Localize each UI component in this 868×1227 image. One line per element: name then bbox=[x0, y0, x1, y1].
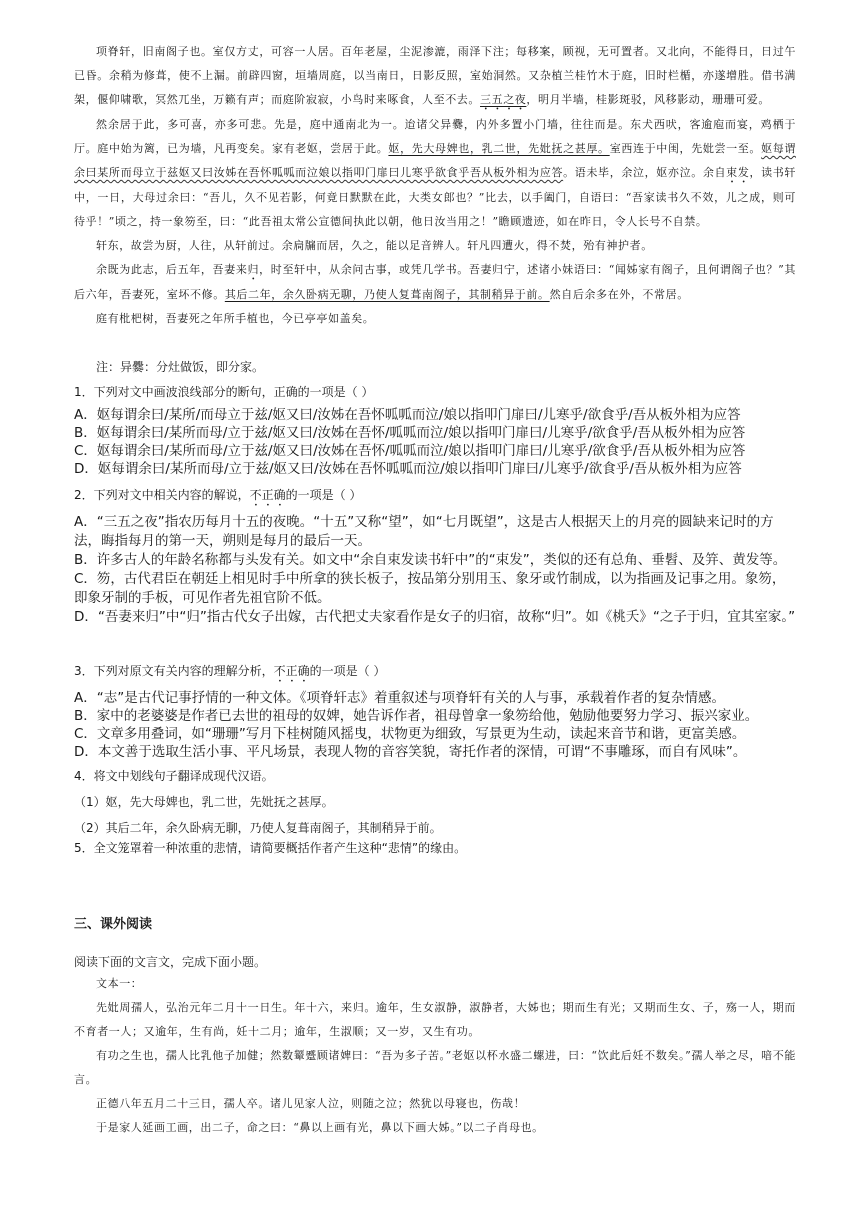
section-heading: 三、课外阅读 bbox=[74, 917, 153, 932]
option-a: A．“志”是古代记事抒情的一种文体。《项脊轩志》着重叙述与项脊轩有关的人与事，承载着作者的复杂情感。 bbox=[74, 690, 725, 706]
passage-text: 然余居于此，多可喜，亦多可悲。先是，庭中通南北为一。迨诸父异爨，内外多置小门墙，往往而是。东犬西吠，客逾庖而宴，鸡栖于厅。庭中始为篱，已为墙，凡再变矣。家有老妪，尝居于此。 bbox=[74, 118, 796, 155]
passage bbox=[74, 40, 796, 331]
stem-text: 的一项是（ ） bbox=[309, 664, 386, 678]
text-one-paragraph: 正德八年五月二十三日，孺人卒。诸儿见家人泣，则随之泣；然犹以母寝也，伤哉！ bbox=[96, 1097, 526, 1110]
translation-item-1: （1）妪，先大母婢也，乳二世，先妣抚之甚厚。 bbox=[74, 795, 334, 809]
passage-text: ，读书轩中，一日，大母过余曰：“吾儿，久不见若影，何竟日默默在此，大类女郎也？”比去，以手阖门，自语曰：“吾家读书久不效，儿之成，则可待乎！”顷之，持一象笏至，曰：“此吾祖太常公宣德间执此以朝，他日汝当用之！”瞻顾遗迹，如在昨日，令人长号不自禁。 bbox=[74, 166, 797, 228]
passage-text: 余既为此志，后五年，吾妻来 bbox=[96, 263, 248, 276]
option-b: B．家中的老婆婆是作者已去世的祖母的奴婢，她告诉作者，祖母曾拿一象笏给他，勉励他要努力学习、振兴家业。 bbox=[74, 708, 759, 724]
text-one-paragraph: 有功之生也，孺人比乳他子加健；然数颦蹙顾诸婢曰：“吾为多子苦。”老妪以杯水盛二螺进，曰：“饮此后妊不数矣。”孺人举之尽，喑不能言。 bbox=[74, 1049, 796, 1086]
marked-phrase: 三五之夜 bbox=[480, 93, 527, 106]
passage-text: 室西连于中闺，先妣尝一至。 bbox=[609, 142, 762, 155]
option-d: D．妪每谓余曰/某所而母/立于兹/妪又曰/汝姊在吾怀呱呱而泣/娘以指叩门扉曰/儿寒乎/欲食乎/吾从板外相为应答 bbox=[74, 461, 742, 477]
passage-paragraph-4 bbox=[74, 258, 796, 307]
annotation bbox=[74, 357, 796, 377]
option-c: C．笏，古代君臣在朝廷上相见时手中所拿的狭长板子，按品第分别用玉、象牙或竹制成，以为指画及记事之用。象笏，即象牙制的手板，可见作者先祖官阶不低。 bbox=[74, 571, 786, 606]
section-3-lead bbox=[74, 952, 796, 972]
option-b: B．妪每谓余曰/某所而母/立于兹/妪又曰/汝姊在吾怀/呱呱而泣/娘以指叩门扉曰/儿寒乎/欲食乎/吾从板外相为应答 bbox=[74, 425, 746, 441]
reading-instruction: 阅读下面的文言文，完成下面小题。 bbox=[74, 955, 267, 969]
question-stem bbox=[74, 485, 796, 509]
question-stem bbox=[74, 661, 796, 685]
passage-text: 。语未毕，余泣，妪亦泣。余自 bbox=[563, 166, 727, 179]
question-3 bbox=[74, 661, 796, 761]
option-b: B．许多古人的年龄名称都与头发有关。如文中“余自束发读书轩中”的“束发”，类似的还有总角、垂髫、及笄、黄发等。 bbox=[74, 552, 787, 568]
text-one-paragraph: 于是家人延画工画，出二子，命之曰：“鼻以上画有光，鼻以下画大姊。”以二子肖母也。 bbox=[96, 1121, 544, 1134]
underlined-sentence-1: 妪，先大母婢也，乳二世，先妣抚之甚厚。 bbox=[388, 142, 610, 155]
passage-text: ，时至轩中，从余问古事，或凭几学书。吾妻归宁，述诸小妹语曰：“闻姊家有阁子，且何谓阁子也？”其后六年，吾妻死，室坏不修。 bbox=[74, 263, 796, 301]
marked-phrase: 束发 bbox=[726, 166, 750, 179]
question-4 bbox=[74, 766, 796, 838]
passage-paragraph-5: 庭有枇杷树，吾妻死之年所手植也，今已亭亭如盖矣。 bbox=[96, 312, 375, 325]
wavy-underlined-sentence: 妪每谓余曰某所而母立于兹妪又曰汝姊在吾怀呱呱而泣娘以指叩门扉曰儿寒乎欲食乎吾从板外相为应答 bbox=[74, 142, 796, 179]
question-stem: 4．将文中划线句子翻译成现代汉语。 bbox=[74, 769, 274, 783]
passage-paragraph-1 bbox=[74, 40, 796, 113]
question-stem: 5．全文笼罩着一种浓重的悲情，请简要概括作者产生这种“悲情”的缘由。 bbox=[74, 841, 467, 855]
stem-emphasis: 不正确 bbox=[249, 488, 286, 502]
question-stem: 1．下列对文中画波浪线部分的断句，正确的一项是（ ） bbox=[74, 385, 374, 399]
translation-item-2: （2）其后二年，余久卧病无聊，乃使人复葺南阁子，其制稍异于前。 bbox=[74, 821, 442, 835]
question-1 bbox=[74, 382, 796, 478]
passage-text: 然自后余多在外，不常居。 bbox=[549, 288, 689, 301]
option-d: D．本文善于选取生活小事、平凡场景，表现人物的音容笑貌，寄托作者的深情，可谓“不事雕琢，而自有风味”。 bbox=[74, 744, 747, 760]
option-c: C．妪每谓余曰/某所而母/立于兹/妪又曰/汝姊在吾怀/呱呱而泣/娘以指叩门扉曰/儿寒乎/欲食乎/吾从板外相为应答 bbox=[74, 443, 746, 459]
underlined-sentence-2: 其后二年，余久卧病无聊，乃使人复葺南阁子，其制稍异于前。 bbox=[224, 288, 550, 301]
question-5 bbox=[74, 838, 796, 858]
question-2 bbox=[74, 485, 796, 627]
stem-text: 的一项是（ ） bbox=[285, 488, 362, 502]
option-a: A．妪每谓余曰/某所/而母立于兹/妪又曰/汝姊在吾怀呱呱而泣/娘以指叩门扉曰/儿寒乎/欲食乎/吾从板外相为应答 bbox=[74, 407, 741, 423]
stem-emphasis: 不正确 bbox=[273, 664, 310, 678]
text-one-paragraph: 先妣周孺人，弘治元年二月十一日生。年十六，来归。逾年，生女淑静，淑静者，大姊也；期而生有光；又期而生女、子，殇一人，期而不育者一人；又逾年，生有尚，妊十二月；逾年，生淑顺；又一岁，又生有功。 bbox=[74, 1001, 796, 1038]
passage-paragraph-3: 轩东，故尝为厨，人往，从轩前过。余扃牖而居，久之，能以足音辨人。轩凡四遭火，得不焚，殆有神护者。 bbox=[96, 239, 653, 252]
passage-paragraph-2 bbox=[74, 113, 796, 234]
text-one bbox=[74, 972, 796, 1140]
note-text: 注：异爨：分灶做饭，即分家。 bbox=[96, 360, 265, 374]
marked-phrase: 归 bbox=[247, 263, 260, 276]
passage-text: ，明月半墙，桂影斑驳，风移影动，珊珊可爱。 bbox=[526, 93, 771, 106]
option-d: D．“吾妻来归”中“归”指古代女子出嫁，古代把丈夫家看作是女子的归宿，故称“归”。如《桃夭》“之子于归，宜其室家。” bbox=[74, 609, 796, 625]
option-a: A．“三五之夜”指农历每月十五的夜晚。“十五”又称“望”，如“七月既望”，这是古人根据天上的月亮的圆缺来记时的方法，晦指每月的第一天，朔则是每月的最后一天。 bbox=[74, 514, 774, 549]
stem-text: 2．下列对文中相关内容的解说， bbox=[74, 488, 250, 502]
passage-text: 项脊轩，旧南阁子也。室仅方丈，可容一人居。百年老屋，尘泥渗漉，雨泽下注；每移案，顾视，无可置者。又北向，不能得日，日过午已昏。余稍为修葺，使不上漏。前辟四窗，垣墙周庭，以当南日，日影反照，室始洞然。又杂植兰桂竹木于庭，旧时栏楯，亦遂增胜。借书满架，偃仰啸歌，冥然兀坐，万籁有声；而庭阶寂寂，小鸟时来啄食，人至不去。 bbox=[74, 45, 796, 106]
option-c: C．文章多用叠词，如“珊珊”写月下桂树随风摇曳，状物更为细致，写景更为生动，读起来音节和谐，更富美感。 bbox=[74, 726, 746, 742]
stem-text: 3．下列对原文有关内容的理解分析， bbox=[74, 664, 274, 678]
section-3 bbox=[74, 915, 796, 935]
text-label: 文本一： bbox=[96, 977, 143, 990]
